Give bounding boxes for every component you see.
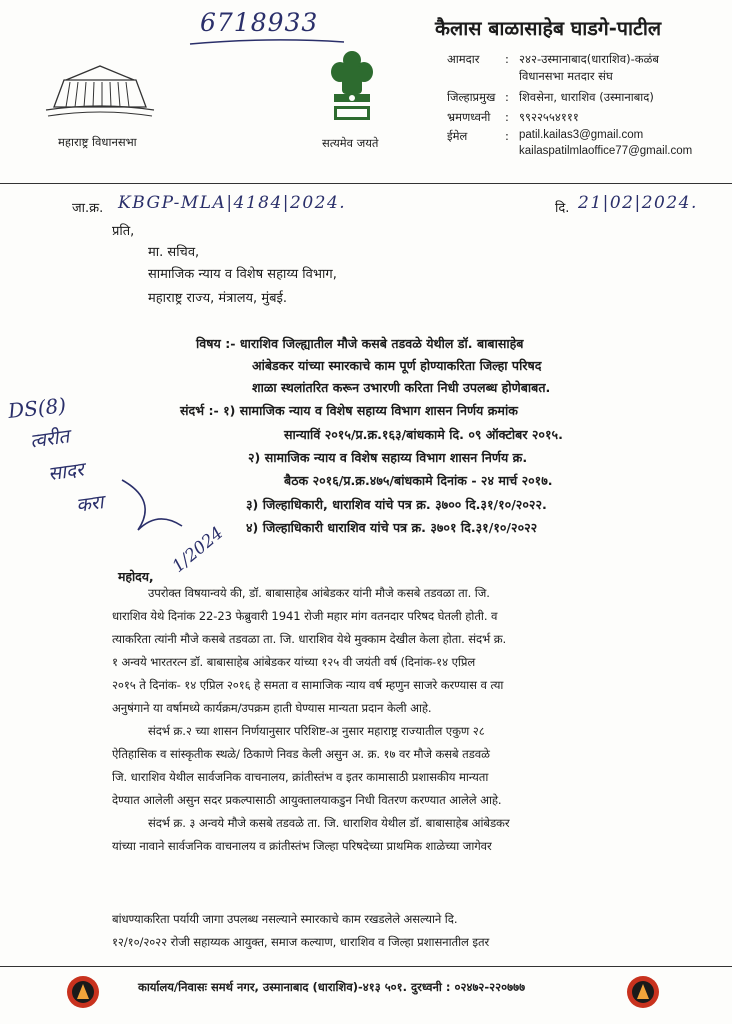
reference-line: संदर्भ :- १) सामाजिक न्याय व विशेष सहाय्य विभाग शासन निर्णय क्रमांक (180, 403, 518, 418)
margin-signature-stroke (118, 470, 188, 540)
email-link[interactable]: patil.kailas3@gmail.com (519, 129, 644, 141)
ref-number: KBGP-MLA|4184|2024. (118, 193, 347, 213)
reference-line: २) सामाजिक न्याय व विशेष सहाय्य विभाग शासन निर्णय क्र. (248, 450, 528, 465)
emblem-caption: सत्यमेव जयते (322, 136, 379, 150)
prati-label: प्रति, (112, 224, 135, 239)
reference-line: ३) जिल्हाधिकारी, धाराशिव यांचे पत्र क्र. ३७०० दि.३१/१०/२०२२. (246, 497, 547, 512)
info-row (447, 69, 727, 90)
margin-note: सादर (46, 458, 86, 486)
body-line: यांच्या नावाने सार्वजनिक वाचनालय व क्रांतीस्तंभ जिल्हा परिषदेच्या प्राथमिक शाळेच्या जागेवर (112, 839, 492, 853)
body-line: जि. धाराशिव येथील सार्वजनिक वाचनालय, क्रांतीस्तंभ व इतर कामासाठी प्रशासकीय मान्यता (112, 770, 489, 784)
info-row (447, 110, 727, 129)
body-line: बांधण्याकरिता पर्यायी जागा उपलब्ध नसल्याने स्मारकाचे काम रखडलेले असल्याने दि. (112, 912, 458, 926)
header-info (447, 52, 727, 161)
recipient-line: महाराष्ट्र राज्य, मंत्रालय, मुंबई. (148, 291, 288, 306)
date-label: दि. (555, 201, 570, 216)
recipient-line: सामाजिक न्याय व विशेष सहाय्य विभाग, (148, 267, 337, 282)
info-sep: : (505, 110, 509, 124)
body-line: धाराशिव येथे दिनांक 22-23 फेब्रुवारी 1941 रोजी महार मांग वतनदार परिषद घेतली होती. व (112, 609, 498, 623)
info-label: आमदार (447, 52, 480, 66)
footer-logo-left (66, 975, 100, 1013)
recipient-line: मा. सचिव, (148, 245, 200, 260)
body-line: ऐतिहासिक व सांस्कृतीक स्थळे/ ठिकाणे निवड केली असुन अ. क्र. १७ वर मौजे कसबे तडवळे (112, 747, 490, 761)
subject-line: आंबेडकर यांच्या स्मारकाचे काम पूर्ण होण्याकरिता जिल्हा परिषद (252, 358, 542, 373)
info-sep: : (505, 129, 509, 143)
body-line: संदर्भ क्र.२ च्या शासन निर्णयानुसार परिशिष्ट-अ नुसार महाराष्ट्र राज्यातील एकुण २८ (148, 724, 485, 738)
handwritten-underline (188, 36, 348, 48)
footer-divider (0, 966, 732, 967)
footer-address: कार्यालय/निवासः समर्थ नगर, उस्मानाबाद (धाराशिव)-४१३ ५०१. दुरध्वनी : ०२४७२-२२०७७७ (138, 980, 526, 994)
date-value: 21|02|2024. (578, 193, 698, 213)
info-value: ९९२२५५४१११ (519, 110, 579, 124)
reference-line: बैठक २०१६/प्र.क्र.४७५/बांधकामे दिनांक - २४ मार्च २०१७. (284, 473, 553, 488)
info-row (447, 52, 727, 69)
ashoka-emblem-icon (328, 46, 376, 130)
body-line: देण्यात आलेली असुन सदर प्रकल्पासाठी आयुक्तालयाकडुन निधी वितरण करण्यात आलेले आहे. (112, 793, 502, 807)
info-label (447, 69, 505, 90)
info-row (447, 90, 727, 110)
info-value: २४२-उस्मानाबाद(धाराशिव)-कळंब (519, 52, 659, 66)
info-row (447, 145, 727, 161)
body-line: संदर्भ क्र. ३ अन्वये मौजे कसबे तडवळे ता. जि. धाराशिव येथील डॉ. बाबासाहेब आंबेडकर (148, 816, 510, 830)
mla-name: कैलास बाळासाहेब घाडगे-पाटील (435, 17, 662, 40)
handwritten-number: 6718933 (200, 8, 319, 37)
body-line: २०१५ ते दिनांक- १४ एप्रिल २०१६ हे समता व सामाजिक न्याय वर्ष म्हणुन साजरे करण्यास व त्या (112, 678, 504, 692)
margin-note: त्वरीत (28, 425, 71, 453)
info-value: विधानसभा मतदार संघ (519, 69, 613, 83)
info-label (447, 145, 505, 161)
vidhan-sabha-caption: महाराष्ट्र विधानसभा (58, 135, 137, 149)
header-divider (0, 183, 732, 184)
info-value: शिवसेना, धाराशिव (उस्मानाबाद) (519, 90, 654, 104)
info-label: ईमेल (447, 129, 468, 143)
vidhan-bhavan-logo (44, 62, 156, 126)
body-line: अनुषंगाने या वर्षामध्ये कार्यक्रम/उपक्रम हाती घेण्यास मान्यता प्रदान केली आहे. (112, 701, 432, 715)
info-sep (505, 145, 519, 161)
subject-line: विषय :- धाराशिव जिल्ह्यातील मौजे कसबे तडवळे येथील डॉ. बाबासाहेब (196, 336, 524, 351)
body-line: त्याकरिता त्यांनी मौजे कसबे तडवळा ता. जि. धाराशिव येथे मुक्काम देखील केला होता. संदर्भ क्र. (112, 632, 507, 646)
info-label: जिल्हाप्रमुख (447, 90, 496, 104)
body-line: १ अन्वये भारतरत्न डॉ. बाबासाहेब आंबेडकर यांच्या १२५ वी जयंती वर्ष (दिनांक-१४ एप्रिल (112, 655, 476, 669)
info-sep: : (505, 90, 509, 104)
info-label: भ्रमणध्वनी (447, 110, 491, 124)
margin-note: 1/2024 (168, 523, 228, 577)
subject-line: शाळा स्थलांतरित करून उभारणी करिता निधी उपलब्ध होणेबाबत. (252, 380, 551, 395)
body-line: उपरोक्त विषयान्वये की, डॉ. बाबासाहेब आंबेडकर यांनी मौजे कसबे तडवळा ता. जि. (148, 586, 490, 600)
info-sep (505, 69, 519, 90)
footer-logo-right (626, 975, 660, 1013)
body-line: १२/१०/२०२२ रोजी सहाय्यक आयुक्त, समाज कल्याण, धाराशिव व जिल्हा प्रशासनातील इतर (112, 935, 490, 949)
info-row (447, 129, 727, 145)
margin-note: DS(8) (6, 393, 68, 423)
reference-line: सान्याविं २०१५/प्र.क्र.१६३/बांधकामे दि. ०९ ऑक्टोबर २०१५. (284, 427, 563, 442)
margin-note: करा (74, 491, 105, 517)
ref-label: जा.क्र. (72, 201, 104, 216)
email-link[interactable]: kailaspatilmlaoffice77@gmail.com (519, 145, 693, 157)
info-sep: : (505, 52, 509, 66)
reference-line: ४) जिल्हाधिकारी धाराशिव यांचे पत्र क्र. ३७०१ दि.३१/१०/२०२२ (246, 520, 538, 535)
salutation: महोदय, (118, 569, 154, 584)
